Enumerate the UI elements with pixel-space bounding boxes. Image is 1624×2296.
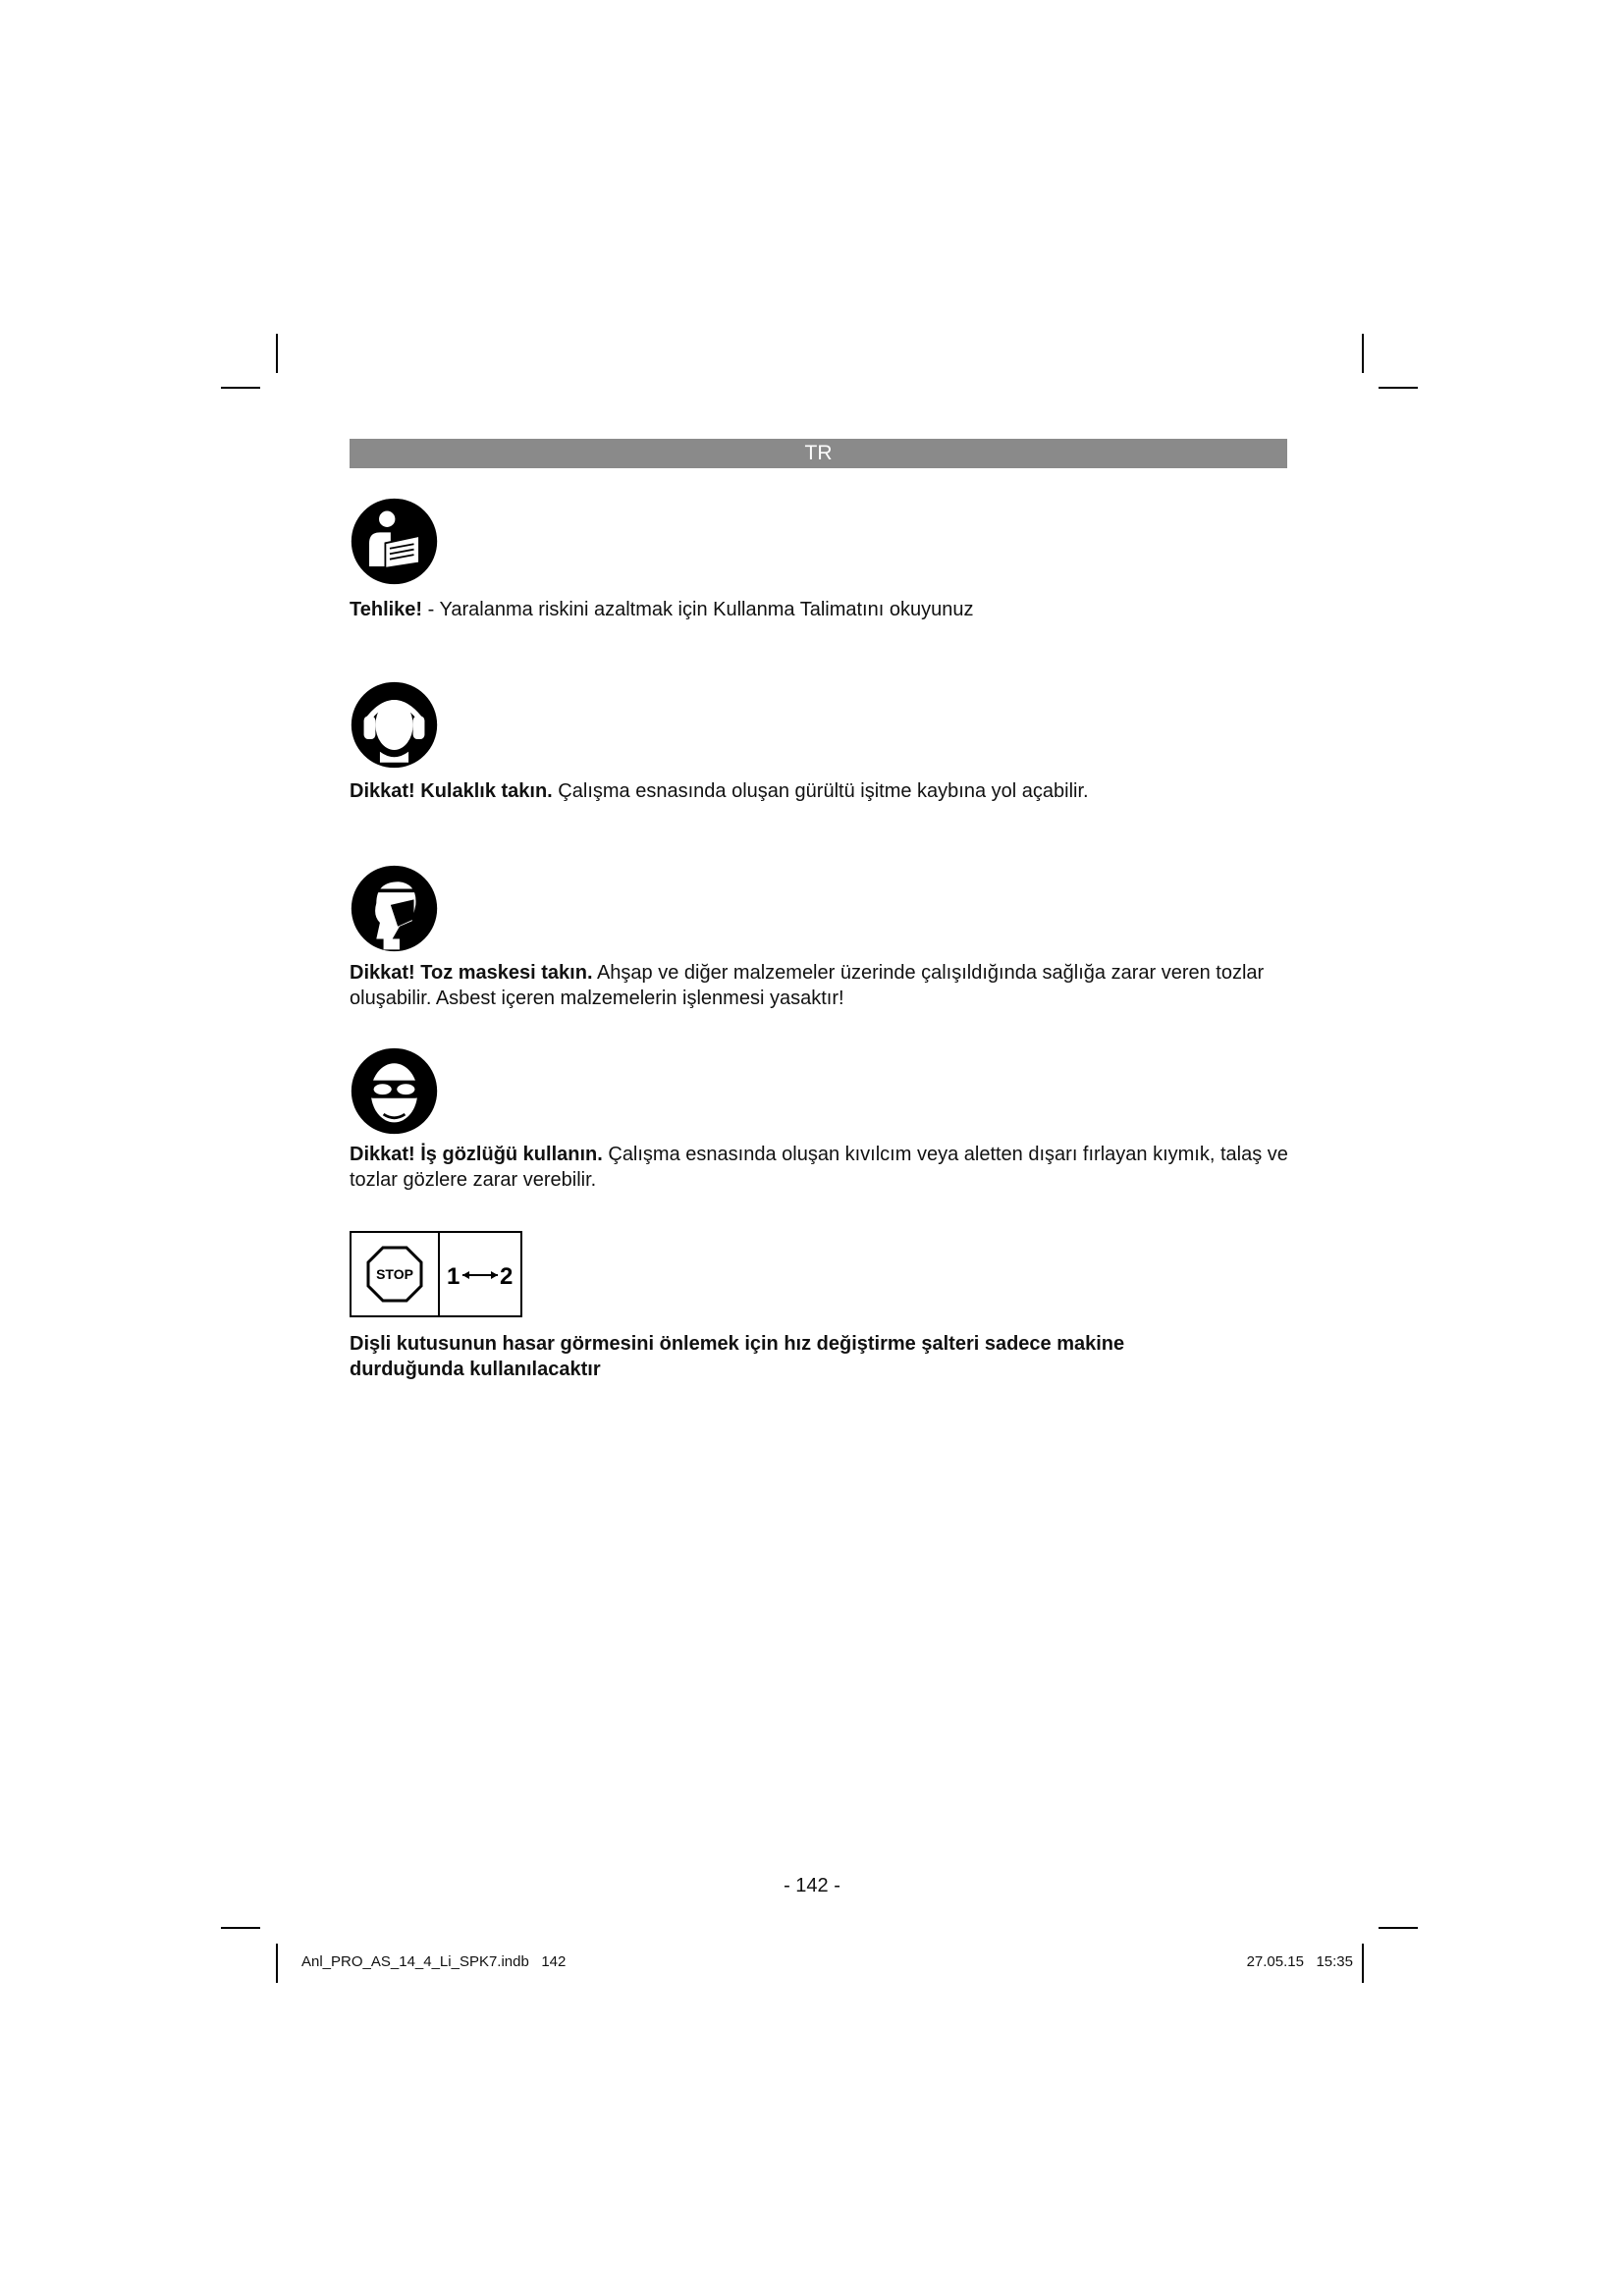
- warning-body: Çalışma esnasında oluşan gürültü işitme kaybına yol açabilir.: [552, 780, 1089, 802]
- safety-goggles-icon: [350, 1046, 439, 1136]
- gear-switch-symbol: [350, 1231, 522, 1317]
- warning-read-manual-text: [350, 597, 1292, 622]
- warning-body: - Yaralanma riskini azaltmak için Kullanma Talimatını okuyunuz: [422, 599, 974, 620]
- warning-body: Çalışma esnasında oluşan kıvılcım veya aletten dışarı fırlayan kıymık, talaş ve tozlar gözlere zarar verebilir.: [350, 1144, 1288, 1191]
- gear-notice-text: [350, 1331, 1233, 1382]
- crop-mark-top-right-vertical: [1362, 334, 1364, 373]
- warning-title: Tehlike!: [350, 599, 423, 620]
- warning-title: Dikkat! Toz maskesi takın.: [350, 962, 593, 984]
- gear-from-label: 1: [447, 1263, 460, 1290]
- file-info: Anl_PRO_AS_14_4_Li_SPK7.indb 142: [301, 1953, 567, 1970]
- gear-change-cell: [440, 1233, 520, 1315]
- crop-mark-top-left-horizontal: [221, 387, 260, 389]
- print-timestamp: 27.05.15 15:35: [1246, 1953, 1353, 1970]
- dust-mask-icon: [350, 864, 439, 953]
- crop-mark-bottom-right-horizontal: [1379, 1927, 1418, 1929]
- language-tag: TR: [804, 442, 833, 464]
- read-manual-icon: [350, 497, 439, 586]
- stop-sign-cell: [352, 1233, 440, 1315]
- stop-label: STOP: [376, 1266, 413, 1282]
- warning-title: Dikkat! Kulaklık takın.: [350, 780, 553, 802]
- warning-dust-mask-text: [350, 960, 1292, 1011]
- crop-mark-bottom-right-vertical: [1362, 1944, 1364, 1983]
- page-number: - 142 -: [784, 1875, 840, 1896]
- gear-notice-body: Dişli kutusunun hasar görmesini önlemek için hız değiştirme şalteri sadece makine durduğunda kullanılacaktır: [350, 1333, 1125, 1380]
- gear-change-icon: [443, 1255, 517, 1294]
- gear-to-label: 2: [500, 1263, 514, 1290]
- warning-title: Dikkat! İş gözlüğü kullanın.: [350, 1144, 603, 1165]
- crop-mark-top-right-horizontal: [1379, 387, 1418, 389]
- ear-protection-icon: [350, 680, 439, 770]
- crop-mark-top-left-vertical: [276, 334, 278, 373]
- warning-body: Ahşap ve diğer malzemeler üzerinde çalışıldığında sağlığa zarar veren tozlar oluşabilir. Asbest içeren malzemelerin işlenmesi yasaktır!: [350, 962, 1265, 1009]
- crop-mark-bottom-left-vertical: [276, 1944, 278, 1983]
- warning-ear-protection-text: [350, 778, 1292, 804]
- stop-sign-icon: [365, 1245, 424, 1304]
- crop-mark-bottom-left-horizontal: [221, 1927, 260, 1929]
- warning-goggles-text: [350, 1142, 1292, 1193]
- language-header-bar: [350, 439, 1287, 468]
